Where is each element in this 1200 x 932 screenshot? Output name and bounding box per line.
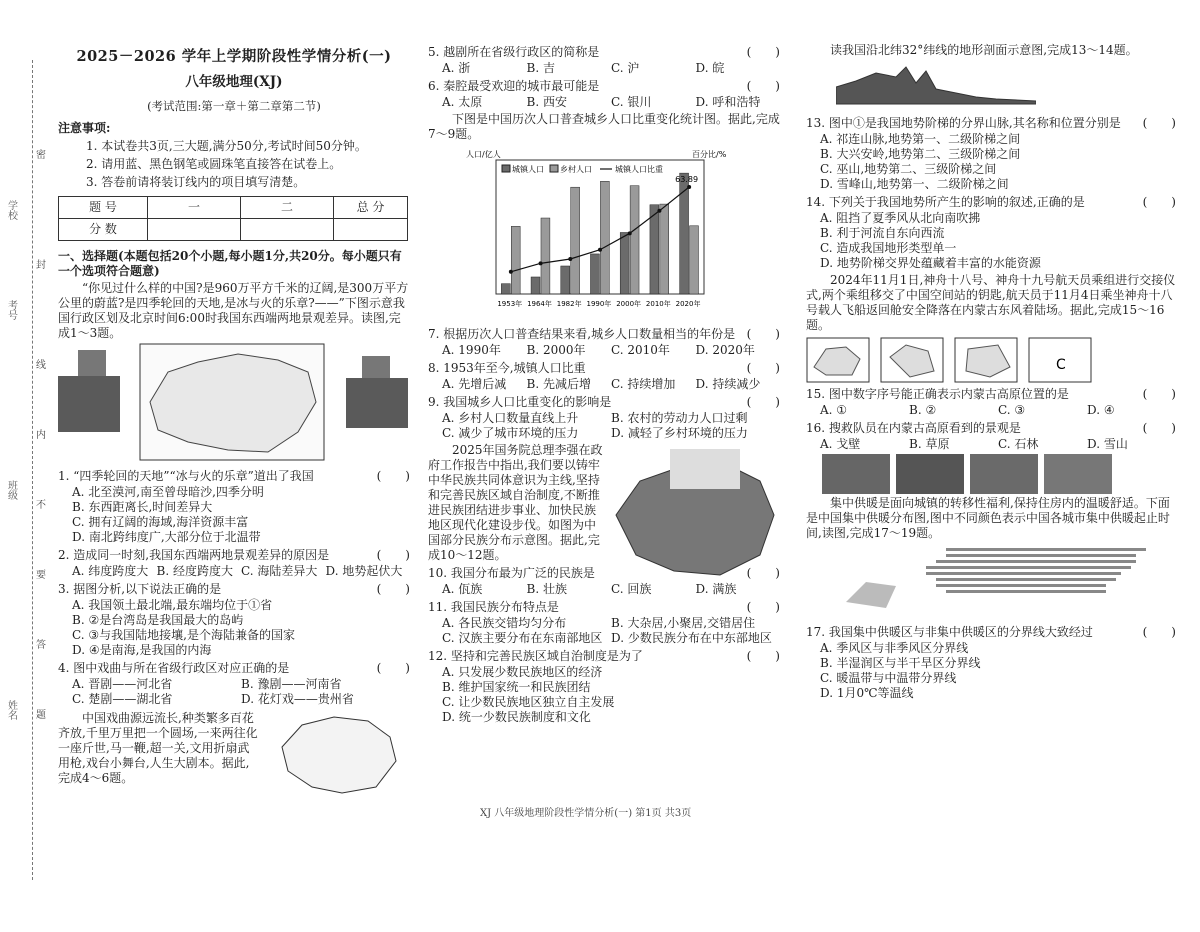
- answer-bracket[interactable]: ( ): [1142, 195, 1176, 209]
- question-group: [428, 327, 780, 441]
- question-stem: [58, 548, 410, 563]
- question-stem: [428, 566, 780, 581]
- terrain-profile: [836, 59, 1036, 109]
- answer-bracket[interactable]: ( ): [746, 361, 780, 375]
- option-item[interactable]: A. 祁连山脉,地势第一、二级阶梯之间: [820, 132, 1021, 146]
- option-item[interactable]: A. 浙: [442, 61, 471, 75]
- question-text: 16. 搜救队员在内蒙古高原看到的景观是: [806, 421, 1021, 435]
- question-stem: [806, 625, 1176, 640]
- line-point-label: 63.89: [675, 174, 699, 184]
- option-item[interactable]: D. 1月0℃等温线: [820, 686, 914, 700]
- option-item[interactable]: D. 皖: [695, 61, 725, 75]
- option-item[interactable]: B. 吉: [526, 61, 555, 75]
- option-item[interactable]: C. 造成我国地形类型单一: [820, 241, 957, 255]
- score-header: 二: [241, 197, 334, 219]
- answer-bracket[interactable]: ( ): [376, 661, 410, 676]
- question-stem: [428, 361, 780, 376]
- x-tick-label: 1982年: [556, 300, 582, 308]
- option-item[interactable]: C. 回族: [611, 582, 652, 596]
- question-text: 3. 据图分析,以下说法正确的是: [58, 582, 222, 597]
- option-item[interactable]: D. 持续减少: [695, 377, 761, 391]
- score-row-label: 分 数: [59, 219, 148, 241]
- question-text: 13. 图中①是我国地势阶梯的分界山脉,其名称和位置分别是: [806, 116, 1121, 130]
- bar-urban: [620, 232, 629, 294]
- question-stem: [428, 649, 780, 664]
- option-item[interactable]: B. 2000年: [526, 343, 586, 357]
- option-item[interactable]: A. 我国领土最北端,最东端均位于①省: [72, 598, 273, 613]
- position-maps: [806, 337, 1176, 383]
- option-item[interactable]: A. 阻挡了夏季风从北向南吹拂: [820, 211, 981, 225]
- option-item[interactable]: C. 拥有辽阔的海域,海洋资源丰富: [72, 515, 249, 530]
- map-option-1: [806, 337, 870, 383]
- intro-paragraph: “你见过什么样的中国?是960万平方千米的辽阔,是300万平方公里的蔚蓝?是四季轮回的天地,是冰与火的乐章?——”下图示意我国行政区划及北京时间6:00时我国东西端两地景观差异。读图,完成1～3题。: [58, 281, 409, 341]
- question-text: 10. 我国分布最为广泛的民族是: [428, 566, 595, 580]
- option-item[interactable]: A. 各民族交错均匀分布: [442, 616, 567, 630]
- question-text: 7. 根据历次人口普查结果来看,城乡人口数量相当的年份是: [428, 327, 736, 341]
- x-tick-label: 2020年: [675, 300, 701, 308]
- binding-label-class: 班级: [5, 480, 17, 500]
- option-item[interactable]: A. 只发展少数民族地区的经济: [442, 665, 603, 679]
- option-item[interactable]: D. ④是南海,是我国的内海: [72, 643, 212, 658]
- answer-bracket[interactable]: ( ): [376, 582, 410, 597]
- ethnic-map: [610, 445, 780, 585]
- exam-scope: (考试范围:第一章＋第二章第二节): [147, 99, 321, 113]
- option-item[interactable]: A. 太原: [442, 95, 483, 109]
- question-text: 8. 1953年至今,城镇人口比重: [428, 361, 586, 375]
- notice-item: 3. 答卷前请将装订线内的项目填写清楚。: [86, 175, 306, 190]
- map-option-4: [1028, 337, 1092, 383]
- option-item[interactable]: C. 银川: [611, 95, 652, 109]
- binding-label-school: 学校: [5, 200, 17, 220]
- score-header: 一: [148, 197, 241, 219]
- option-item[interactable]: B. 半湿润区与半干旱区分界线: [820, 656, 981, 670]
- question-stem: [428, 327, 780, 342]
- bar-rural: [541, 218, 550, 294]
- column-3: [806, 42, 1176, 703]
- legend-entry: 城镇人口比重: [615, 165, 663, 174]
- option-item[interactable]: C. 沪: [611, 61, 640, 75]
- y-axis-label-right: 百分比/%: [692, 150, 727, 159]
- question-group: [428, 566, 780, 725]
- answer-bracket[interactable]: ( ): [746, 649, 780, 663]
- option-item[interactable]: A. 佤族: [442, 582, 483, 596]
- question-text: 11. 我国民族分布特点是: [428, 600, 559, 614]
- option-list: [428, 343, 780, 358]
- east-landscape-photo: [346, 378, 408, 428]
- line-point: [598, 248, 602, 252]
- bar-urban: [561, 266, 570, 294]
- option-item[interactable]: B. 大杂居,小聚居,交错居住: [611, 616, 756, 630]
- bar-urban: [531, 277, 540, 294]
- bar-rural: [571, 187, 580, 294]
- bar-rural: [600, 181, 609, 294]
- question-text: 14. 下列关于我国地势所产生的影响的叙述,正确的是: [806, 195, 1085, 209]
- answer-bracket[interactable]: ( ): [1142, 421, 1176, 435]
- option-item[interactable]: A. ①: [820, 403, 848, 417]
- bar-urban: [650, 205, 659, 294]
- option-item[interactable]: C. 楚剧——湖北省: [72, 692, 173, 707]
- cut-char: 题: [36, 710, 46, 721]
- map-option-2: [880, 337, 944, 383]
- answer-bracket[interactable]: ( ): [746, 600, 780, 614]
- photo-gobi: [822, 454, 890, 494]
- option-item[interactable]: D. 呼和浩特: [695, 95, 761, 109]
- option-item[interactable]: B. 西安: [526, 95, 567, 109]
- question-text: 2. 造成同一时刻,我国东西端两地景观差异的原因是: [58, 548, 330, 563]
- exam-title: 2025－2026 学年上学期阶段性学情分析(一): [76, 48, 392, 65]
- question-stem: [806, 195, 1176, 210]
- column-2: [428, 42, 780, 727]
- option-list: [428, 95, 780, 110]
- option-list: [806, 641, 1176, 701]
- opera-map: [272, 707, 402, 797]
- exam-subject: 八年级地理(XJ): [185, 74, 283, 91]
- option-item[interactable]: D. 减轻了乡村环境的压力: [611, 426, 748, 440]
- notice-item: 1. 本试卷共3页,三大题,满分50分,考试时间50分钟。: [86, 139, 367, 154]
- option-item[interactable]: B. ②是台湾岛是我国最大的岛屿: [72, 613, 244, 628]
- option-item[interactable]: C. 汉族主要分布在东南部地区: [442, 631, 603, 645]
- x-tick-label: 1953年: [497, 300, 523, 308]
- question-text: 6. 秦腔最受欢迎的城市最可能是: [428, 79, 600, 93]
- map-letter: C: [1056, 357, 1066, 373]
- option-item[interactable]: D. 满族: [695, 582, 737, 596]
- x-tick-label: 1964年: [527, 300, 552, 308]
- cut-char: 密: [36, 150, 46, 161]
- option-item[interactable]: D. 地势起伏大: [325, 564, 403, 579]
- option-item[interactable]: D. 2020年: [695, 343, 755, 357]
- option-item[interactable]: B. 利于河流自东向西流: [820, 226, 945, 240]
- option-item[interactable]: D. 统一少数民族制度和文化: [442, 710, 591, 724]
- question-stem: [58, 469, 410, 484]
- option-item[interactable]: C. 海陆差异大: [241, 564, 318, 579]
- photo-inset: [362, 356, 390, 378]
- page-footer: XJ 八年级地理阶段性学情分析(一) 第1页 共3页: [480, 808, 692, 819]
- option-item[interactable]: D. ④: [1087, 403, 1115, 417]
- photo-inset: [78, 350, 106, 376]
- option-item[interactable]: C. 让少数民族地区独立自主发展: [442, 695, 615, 709]
- legend-swatch: [502, 165, 510, 172]
- binding-label-exam-no: 考号: [5, 300, 17, 320]
- cut-char: 要: [36, 570, 46, 581]
- question-stem: [428, 79, 780, 94]
- option-item[interactable]: D. 地势阶梯交界处蕴藏着丰富的水能资源: [820, 256, 1041, 270]
- binding-margin: [0, 0, 48, 932]
- score-cell[interactable]: [148, 219, 241, 241]
- answer-bracket[interactable]: ( ): [1142, 116, 1176, 130]
- heating-paragraph: 集中供暖是面向城镇的转移性福利,保持住房内的温暖舒适。下面是中国集中供暖分布图,图中不同颜色表示中国各城市集中供暖起止时间,读图,完成17～19题。: [806, 496, 1170, 540]
- option-item[interactable]: B. 壮族: [526, 582, 567, 596]
- option-list: [428, 411, 780, 441]
- legend-entry: 城镇人口: [512, 165, 544, 174]
- ethnic-paragraph: 2025年国务院总理李强在政府工作报告中指出,我们要以铸牢中华民族共同体意识为主线,坚持和完善民族区域自治制度,不断推进民族团结进步事业、加快民族地区现代化建设步伐。如图为中国部分民族分布示意图。据此,完成10～12题。: [428, 443, 603, 562]
- question-group: [806, 116, 1176, 271]
- answer-bracket[interactable]: ( ): [376, 469, 410, 484]
- legend-swatch: [550, 165, 558, 172]
- option-list: [806, 403, 1176, 418]
- option-list: [58, 485, 410, 545]
- option-item[interactable]: A. 晋剧——河北省: [72, 677, 173, 692]
- answer-bracket[interactable]: ( ): [746, 327, 780, 341]
- chart-intro: 下图是中国历次人口普查城乡人口比重变化统计图。据此,完成7～9题。: [428, 112, 780, 141]
- plot-frame: [496, 160, 704, 294]
- question-text: 4. 图中戏曲与所在省级行政区对应正确的是: [58, 661, 290, 676]
- line-point: [568, 257, 572, 261]
- ethnic-block: [428, 443, 780, 563]
- bar-rural: [630, 186, 639, 294]
- china-map-figure: [58, 342, 408, 462]
- opera-paragraph: 中国戏曲源远流长,种类繁多百花齐放,千里万里把一个圆场,一来两往化一座斤世,马一鞭,超一关,文用折扇武用枪,戏台小舞台,人生大剧本。据此,完成4～6题。: [58, 711, 258, 786]
- west-landscape-photo: [58, 376, 120, 432]
- question-text: 9. 我国城乡人口比重变化的影响是: [428, 395, 612, 409]
- question-stem: [58, 582, 410, 597]
- option-item[interactable]: B. 草原: [909, 437, 950, 451]
- x-tick-label: 2000年: [616, 300, 642, 308]
- map-legend: [670, 449, 740, 489]
- x-tick-label: 2010年: [645, 300, 671, 308]
- question-text: 17. 我国集中供暖区与非集中供暖区的分界线大致经过: [806, 625, 1093, 639]
- line-point: [657, 209, 661, 213]
- option-item[interactable]: D. 雪峰山,地势第一、二级阶梯之间: [820, 177, 1009, 191]
- option-item[interactable]: B. 大兴安岭,地势第二、三级阶梯之间: [820, 147, 1021, 161]
- question-group: [58, 469, 410, 707]
- line-point: [628, 231, 632, 235]
- option-item[interactable]: C. 减少了城市环境的压力: [442, 426, 579, 440]
- bar-urban: [501, 284, 510, 294]
- option-item[interactable]: B. 先减后增: [526, 377, 591, 391]
- answer-bracket[interactable]: ( ): [746, 79, 780, 93]
- binding-line: [32, 60, 33, 880]
- notice-item: 2. 请用蓝、黑色钢笔或圆珠笔直接答在试卷上。: [86, 157, 342, 172]
- option-list: [428, 377, 780, 392]
- question-stem: [806, 421, 1176, 436]
- photo-stone-forest: [970, 454, 1038, 494]
- column-1: [58, 42, 410, 787]
- line-point: [509, 270, 513, 274]
- option-item[interactable]: C. 2010年: [611, 343, 670, 357]
- option-item[interactable]: A. 戈壁: [820, 437, 861, 451]
- option-item[interactable]: A. 1990年: [442, 343, 501, 357]
- score-header: 题 号: [59, 197, 148, 219]
- option-item[interactable]: A. 先增后减: [442, 377, 507, 391]
- option-item[interactable]: D. 雪山: [1087, 437, 1128, 451]
- option-list: [806, 437, 1176, 452]
- photo-snow-mountain: [1044, 454, 1112, 494]
- question-text: 12. 坚持和完善民族区域自治制度是为了: [428, 649, 643, 663]
- answer-bracket[interactable]: ( ): [746, 566, 780, 580]
- option-item[interactable]: B. 豫剧——河南省: [241, 677, 342, 692]
- photo-grassland: [896, 454, 964, 494]
- cut-char: 答: [36, 640, 46, 651]
- opera-block: [58, 711, 410, 786]
- question-stem: [428, 45, 780, 60]
- line-point: [687, 185, 691, 189]
- question-text: 5. 越剧所在省级行政区的简称是: [428, 45, 600, 59]
- option-item[interactable]: C. 暖温带与中温带分界线: [820, 671, 957, 685]
- option-item[interactable]: B. 东西距离长,时间差异大: [72, 500, 213, 515]
- answer-bracket[interactable]: ( ): [746, 45, 780, 59]
- bar-urban: [590, 254, 599, 294]
- option-item[interactable]: D. 南北跨纬度广,大部分位于北温带: [72, 530, 261, 545]
- option-item[interactable]: A. 季风区与非季风区分界线: [820, 641, 969, 655]
- option-item[interactable]: A. 乡村人口数量直线上升: [442, 411, 579, 425]
- option-item[interactable]: C. ③: [998, 403, 1026, 417]
- question-group: [806, 625, 1176, 701]
- option-list: [58, 598, 410, 658]
- option-list: [428, 61, 780, 76]
- option-item[interactable]: D. 花灯戏——贵州省: [241, 692, 354, 707]
- option-list: [58, 564, 410, 579]
- question-text: 15. 图中数字序号能正确表示内蒙古高原位置的是: [806, 387, 1069, 401]
- question-text: 1. “四季轮回的天地”“冰与火的乐章”道出了我国: [58, 469, 314, 484]
- landscape-photos: [822, 454, 1176, 494]
- binding-label-name: 姓名: [5, 700, 17, 720]
- option-item[interactable]: C. ③与我国陆地接壤,是个海陆兼备的国家: [72, 628, 295, 643]
- answer-bracket[interactable]: ( ): [1142, 387, 1176, 401]
- option-item[interactable]: A. 纬度跨度大: [72, 564, 149, 579]
- question-group: [428, 45, 780, 110]
- option-item[interactable]: B. ②: [909, 403, 937, 417]
- option-item[interactable]: B. 经度跨度大: [156, 564, 233, 579]
- cut-char: 线: [36, 360, 46, 371]
- option-list: [428, 616, 780, 646]
- option-item[interactable]: B. 农村的劳动力人口过剩: [611, 411, 748, 425]
- option-item[interactable]: D. 少数民族分布在中东部地区: [611, 631, 772, 645]
- cut-char: 内: [36, 430, 46, 441]
- cut-char: 不: [36, 500, 46, 511]
- score-header: 总 分: [334, 197, 408, 219]
- section-title: 一、选择题(本题包括20个小题,每小题1分,共20分。每小题只有一个选项符合题意): [58, 249, 402, 279]
- option-list: [58, 677, 410, 707]
- answer-bracket[interactable]: ( ): [746, 395, 780, 409]
- score-table: [58, 196, 408, 241]
- bar-rural: [660, 204, 669, 294]
- option-item[interactable]: C. 石林: [998, 437, 1039, 451]
- question-stem: [58, 661, 410, 676]
- population-chart: [462, 146, 732, 316]
- question-group: [806, 387, 1176, 452]
- bar-rural: [511, 226, 520, 294]
- score-cell[interactable]: [334, 219, 408, 241]
- option-item[interactable]: A. 北至漠河,南至曾母暗沙,四季分明: [72, 485, 264, 500]
- option-list: [806, 211, 1176, 271]
- question-stem: [428, 395, 780, 410]
- answer-bracket[interactable]: ( ): [376, 548, 410, 563]
- space-paragraph: 2024年11月1日,神舟十八号、神舟十九号航天员乘组进行交接仪式,两个乘组移交了中国空间站的钥匙,航天员于11月4日乘坐神舟十八号载人飞船返回舱安全降落在内蒙古东风着陆场。据此,完成15～16题。: [806, 273, 1176, 332]
- notice-title: 注意事项:: [58, 121, 111, 136]
- cut-char: 封: [36, 260, 46, 271]
- score-cell[interactable]: [241, 219, 334, 241]
- y-axis-label-left: 人口/亿人: [466, 150, 501, 159]
- map-option-3: [954, 337, 1018, 383]
- profile-intro: 读我国沿北纬32°纬线的地形剖面示意图,完成13～14题。: [830, 43, 1138, 57]
- answer-bracket[interactable]: ( ): [1142, 625, 1176, 639]
- option-item[interactable]: C. 持续增加: [611, 377, 676, 391]
- heating-chart: [826, 542, 1156, 618]
- line-point: [539, 261, 543, 265]
- option-item[interactable]: B. 维护国家统一和民族团结: [442, 680, 591, 694]
- bar-rural: [690, 226, 699, 294]
- question-stem: [428, 600, 780, 615]
- x-tick-label: 1990年: [586, 300, 612, 308]
- option-item[interactable]: C. 巫山,地势第二、三级阶梯之间: [820, 162, 997, 176]
- question-stem: [806, 116, 1176, 131]
- option-list: [806, 132, 1176, 192]
- option-list: [428, 665, 780, 725]
- legend-entry: 乡村人口: [560, 165, 592, 174]
- question-stem: [806, 387, 1176, 402]
